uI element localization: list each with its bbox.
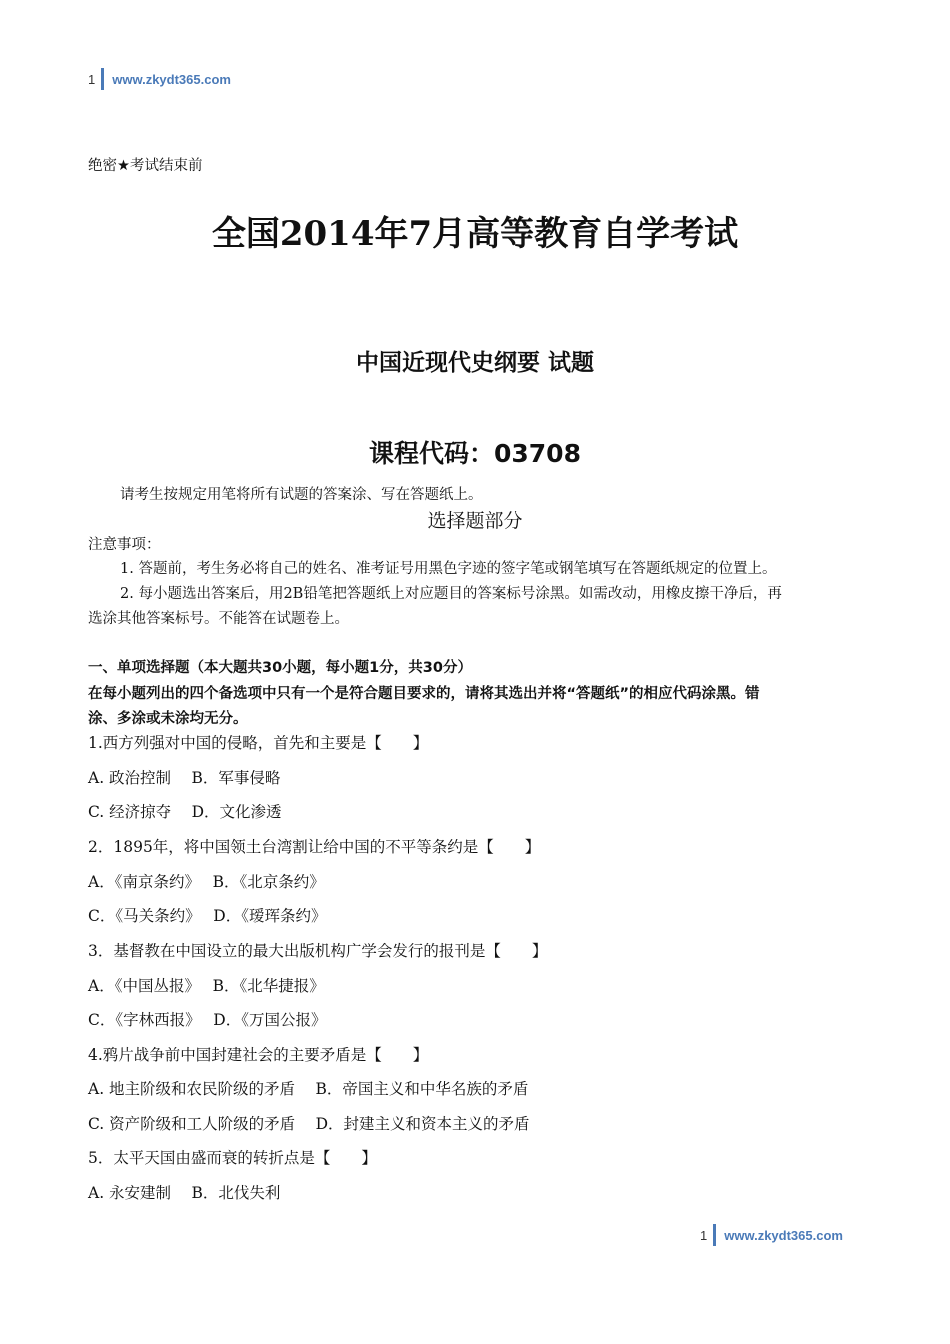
header-divider <box>101 68 104 90</box>
exam-subtitle: 中国近现代史纲要 试题 <box>355 350 594 376</box>
page-footer <box>700 1224 843 1246</box>
notes-heading: 注意事项： <box>88 537 161 553</box>
question-options: C．《马关条约》 D．《瑷珲条约》 <box>88 907 327 925</box>
question-options: C. 经济掠夺 D．文化渗透 <box>88 803 282 821</box>
footer-url: www.zkydt365.com <box>724 1227 843 1243</box>
course-code: 课程代码：03708 <box>369 439 581 468</box>
question-stem: 1.西方列强对中国的侵略，首先和主要是【 】 <box>88 734 429 752</box>
question-options: A. 地主阶级和农民阶级的矛盾 B．帝国主义和中华名族的矛盾 <box>88 1080 529 1098</box>
page-header <box>88 68 231 90</box>
header-page-number: 1 <box>88 71 96 87</box>
footer-divider <box>713 1224 716 1246</box>
question-options: A. 政治控制 B．军事侵略 <box>88 769 281 787</box>
question-stem: 2．1895年，将中国领土台湾割让给中国的不平等条约是【 】 <box>88 838 541 856</box>
question-options: C．《字林西报》 D．《万国公报》 <box>88 1011 327 1029</box>
secret-mark: 绝密★考试结束前 <box>88 158 203 174</box>
question-options: A．《中国丛报》 B．《北华捷报》 <box>88 977 325 995</box>
question-stem: 5．太平天国由盛而衰的转折点是【 】 <box>88 1149 377 1167</box>
question-stem: 3．基督教在中国设立的最大出版机构广学会发行的报刊是【 】 <box>88 942 548 960</box>
instruction-text: 请考生按规定用笔将所有试题的答案涂、写在答题纸上。 <box>120 487 483 503</box>
part-one-heading: 一、单项选择题（本大题共30小题，每小题1分，共30分） <box>88 660 472 676</box>
part-one-directions: 在每小题列出的四个备选项中只有一个是符合题目要求的，请将其选出并将“答题纸”的相应代码涂黑。错 <box>88 686 760 702</box>
question-options: C. 资产阶级和工人阶级的矛盾 D．封建主义和资本主义的矛盾 <box>88 1115 530 1133</box>
note-item: 1. 答题前，考生务必将自己的姓名、准考证号用黑色字迹的签字笔或钢笔填写在答题纸规定的位置上。 <box>120 561 777 577</box>
footer-page-number: 1 <box>700 1227 708 1243</box>
question-stem: 4.鸦片战争前中国封建社会的主要矛盾是【 】 <box>88 1046 429 1064</box>
question-options: A．《南京条约》 B．《北京条约》 <box>88 873 325 891</box>
section-label: 选择题部分 <box>427 510 523 532</box>
exam-title: 全国2014年7月高等教育自学考试 <box>211 214 739 254</box>
part-one-directions: 涂、多涂或未涂均无分。 <box>88 711 248 727</box>
header-url: www.zkydt365.com <box>112 71 231 87</box>
note-item: 2. 每小题选出答案后，用2B铅笔把答题纸上对应题目的答案标号涂黑。如需改动，用橡皮擦干净后，再 <box>120 586 782 602</box>
note-item: 选涂其他答案标号。不能答在试题卷上。 <box>88 611 349 627</box>
question-options: A. 永安建制 B．北伐失利 <box>88 1184 281 1202</box>
